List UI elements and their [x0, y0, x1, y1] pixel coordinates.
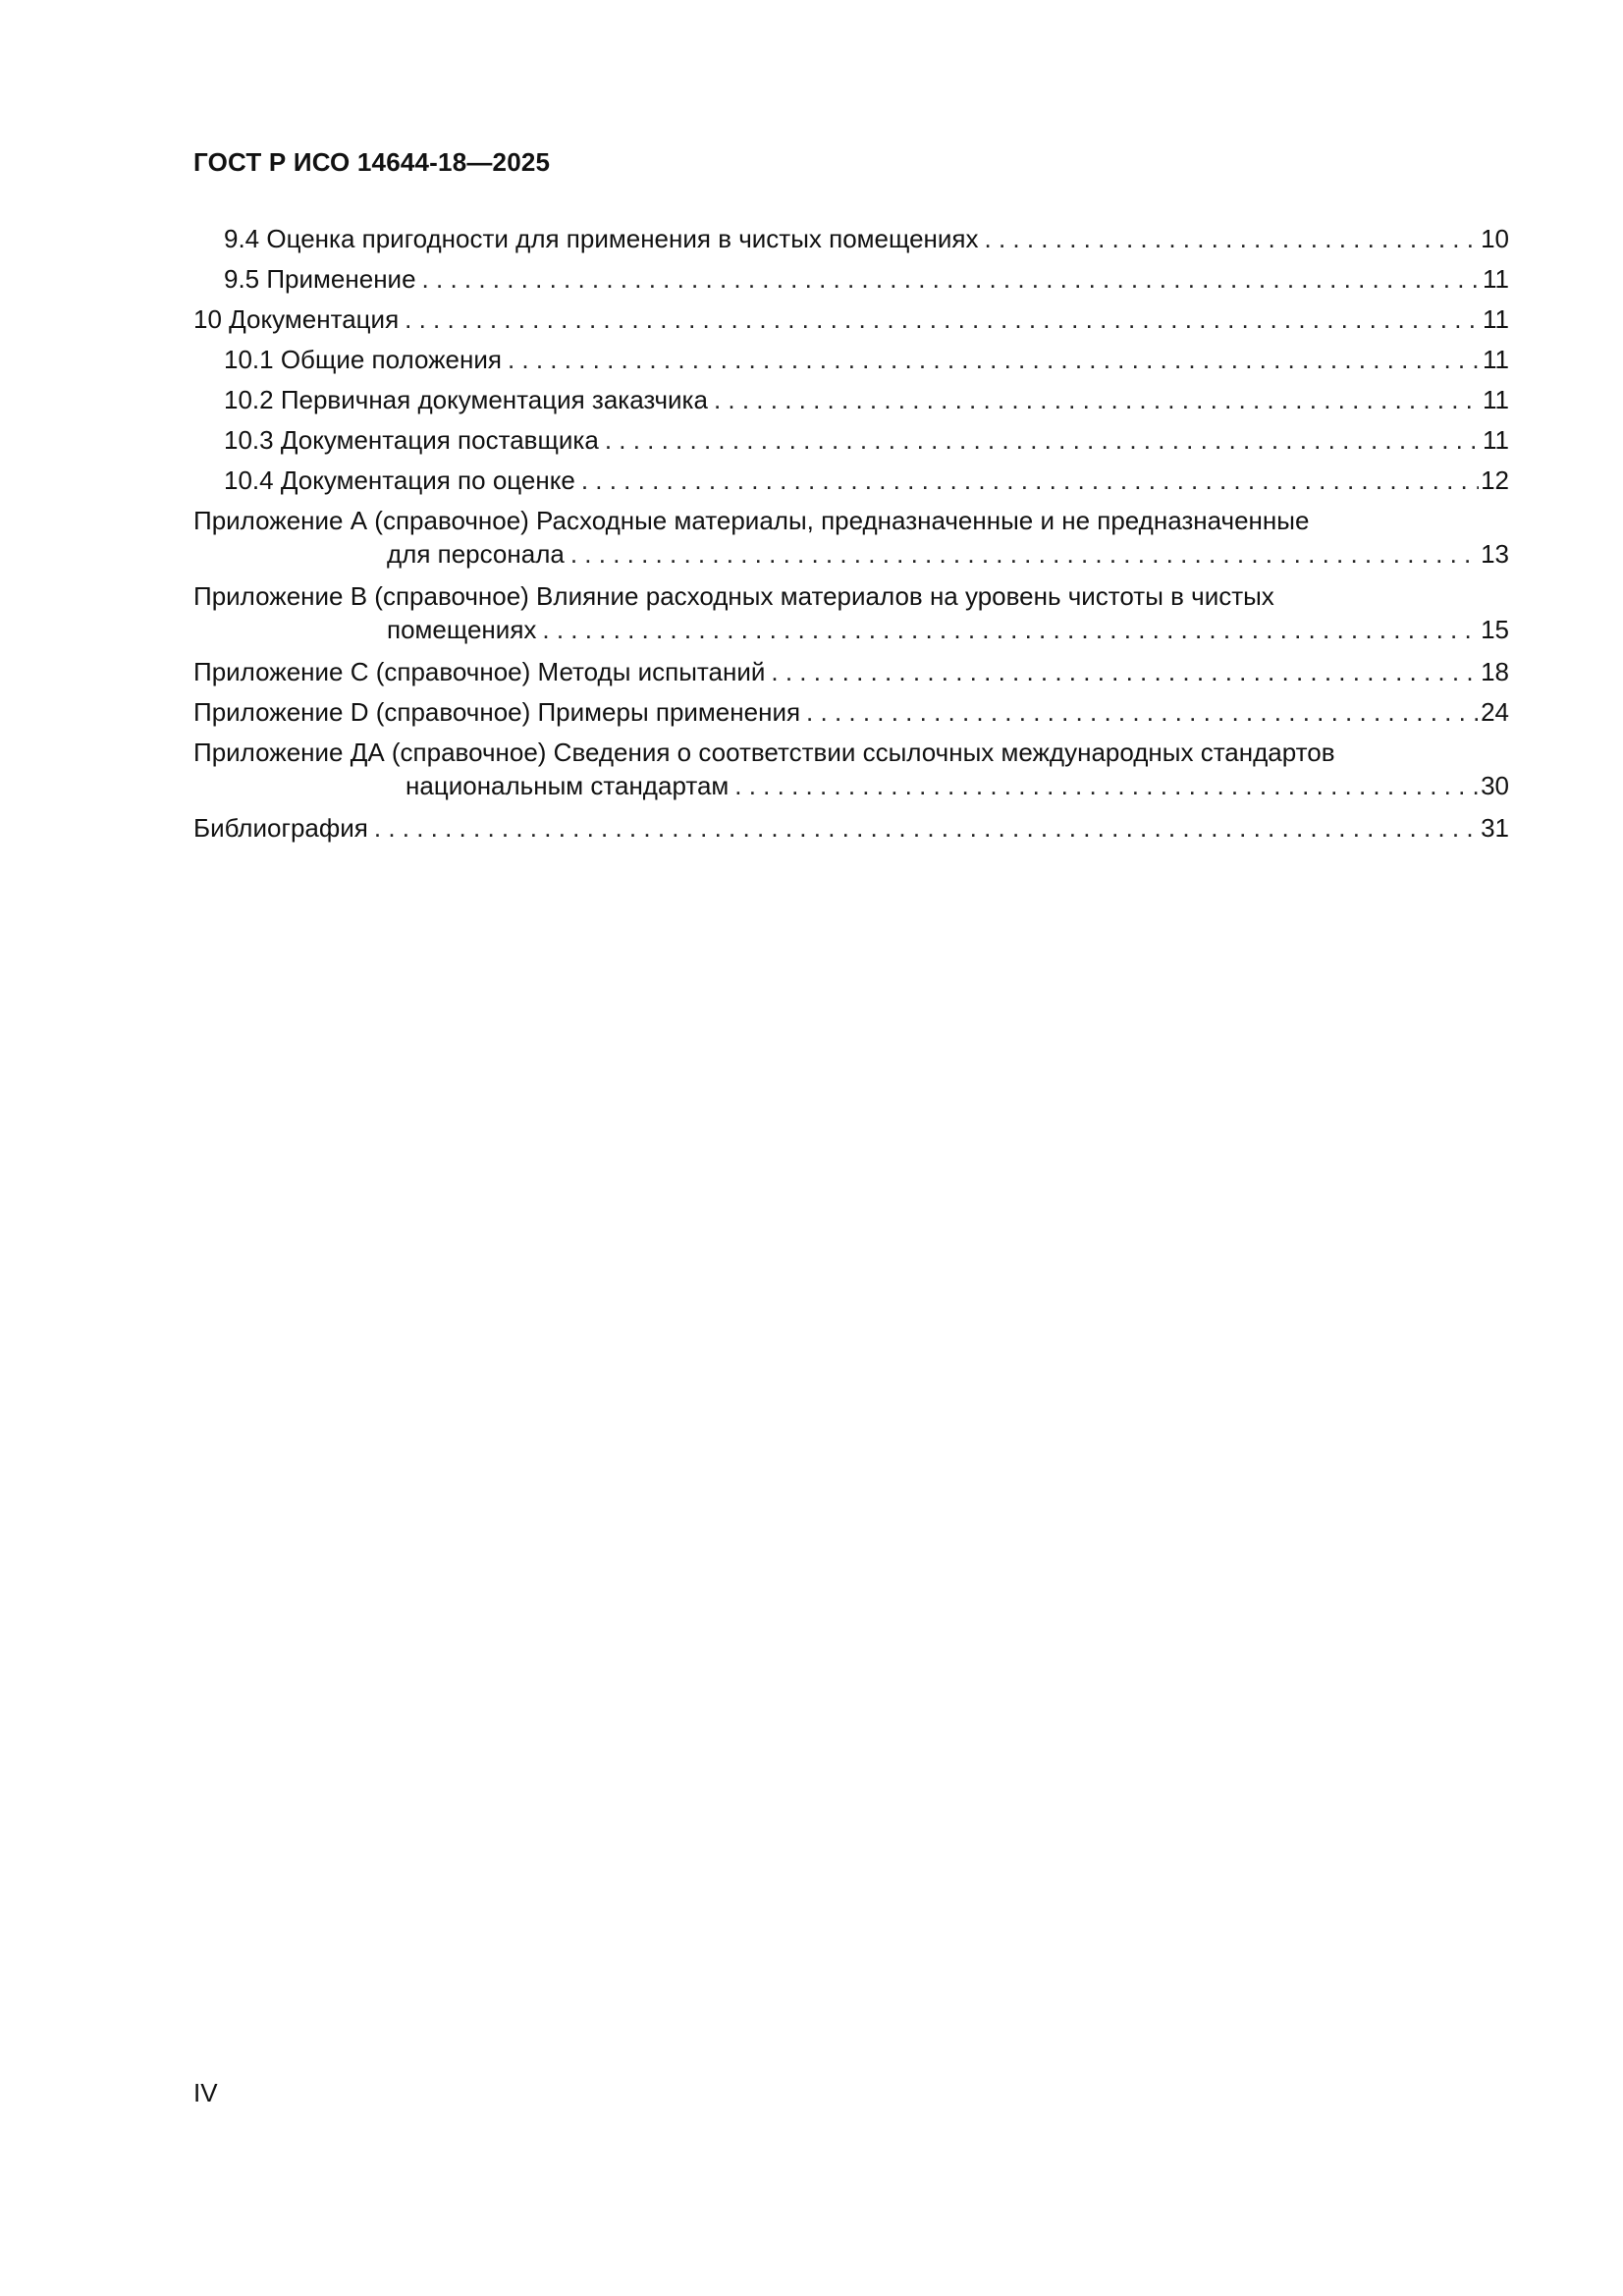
toc-entry-title-line1: Приложение ДА (справочное) Сведения о соответствии ссылочных международных стандартов — [193, 738, 1335, 767]
toc-entry-title: национальным стандартам — [406, 771, 730, 800]
document-header: ГОСТ Р ИСО 14644-18—2025 — [193, 147, 551, 177]
toc-entry-title: Библиография — [193, 813, 368, 843]
toc-entry-page: 11 — [1483, 345, 1509, 374]
toc-entry-title: 9.4 Оценка пригодности для применения в чистых помещениях — [224, 224, 979, 253]
toc-entry-page: 11 — [1483, 385, 1509, 414]
toc-entry-title: Приложение С (справочное) Методы испытаний — [193, 657, 766, 686]
dot-leader — [508, 343, 1481, 376]
table-of-contents — [193, 222, 1509, 851]
toc-entry-page: 31 — [1481, 813, 1509, 843]
dot-leader — [542, 613, 1479, 646]
toc-entry-10-2[interactable] — [193, 383, 1509, 416]
dot-leader — [734, 769, 1479, 802]
toc-entry-appendix-b[interactable] — [193, 579, 1509, 646]
toc-entry-page: 10 — [1481, 224, 1509, 253]
dot-leader — [605, 423, 1481, 457]
toc-entry-title: 9.5 Применение — [224, 264, 416, 294]
dot-leader — [422, 262, 1481, 296]
dot-leader — [405, 302, 1481, 336]
dot-leader — [374, 811, 1479, 845]
toc-entry-title-line1: Приложение В (справочное) Влияние расходных материалов на уровень чистоты в чистых — [193, 581, 1274, 611]
toc-entry-title: Приложение D (справочное) Примеры применения — [193, 697, 801, 727]
toc-entry-page: 15 — [1481, 615, 1509, 644]
toc-entry-page: 11 — [1483, 264, 1509, 294]
toc-entry-page: 24 — [1481, 697, 1509, 727]
toc-entry-page: 11 — [1483, 304, 1509, 334]
toc-entry-title: 10.2 Первичная документация заказчика — [224, 385, 708, 414]
toc-entry-page: 18 — [1481, 657, 1509, 686]
toc-entry-10[interactable] — [193, 302, 1509, 336]
toc-entry-appendix-c[interactable] — [193, 655, 1509, 688]
toc-entry-9-4[interactable] — [193, 222, 1509, 255]
dot-leader — [771, 655, 1479, 688]
toc-entry-title: 10.4 Документация по оценке — [224, 465, 575, 495]
dot-leader — [806, 695, 1479, 729]
toc-entry-bibliography[interactable] — [193, 811, 1509, 845]
toc-entry-title: для персонала — [387, 539, 565, 569]
toc-entry-10-1[interactable] — [193, 343, 1509, 376]
toc-entry-appendix-d[interactable] — [193, 695, 1509, 729]
toc-entry-page: 13 — [1481, 539, 1509, 569]
dot-leader — [581, 464, 1479, 497]
toc-entry-10-3[interactable] — [193, 423, 1509, 457]
toc-entry-page: 30 — [1481, 771, 1509, 800]
toc-entry-appendix-a[interactable] — [193, 504, 1509, 571]
toc-entry-10-4[interactable] — [193, 464, 1509, 497]
toc-entry-title: помещениях — [387, 615, 537, 644]
toc-entry-title: 10 Документация — [193, 304, 400, 334]
dot-leader — [985, 222, 1480, 255]
toc-entry-9-5[interactable] — [193, 262, 1509, 296]
toc-entry-title: 10.3 Документация поставщика — [224, 425, 599, 455]
toc-entry-appendix-da[interactable] — [193, 736, 1509, 802]
dot-leader — [714, 383, 1481, 416]
toc-entry-title: 10.1 Общие положения — [224, 345, 502, 374]
page-number: IV — [193, 2078, 218, 2107]
toc-entry-page: 12 — [1481, 465, 1509, 495]
dot-leader — [570, 537, 1479, 571]
toc-entry-title-line1: Приложение А (справочное) Расходные материалы, предназначенные и не предназначенные — [193, 506, 1310, 535]
toc-entry-page: 11 — [1483, 425, 1509, 455]
